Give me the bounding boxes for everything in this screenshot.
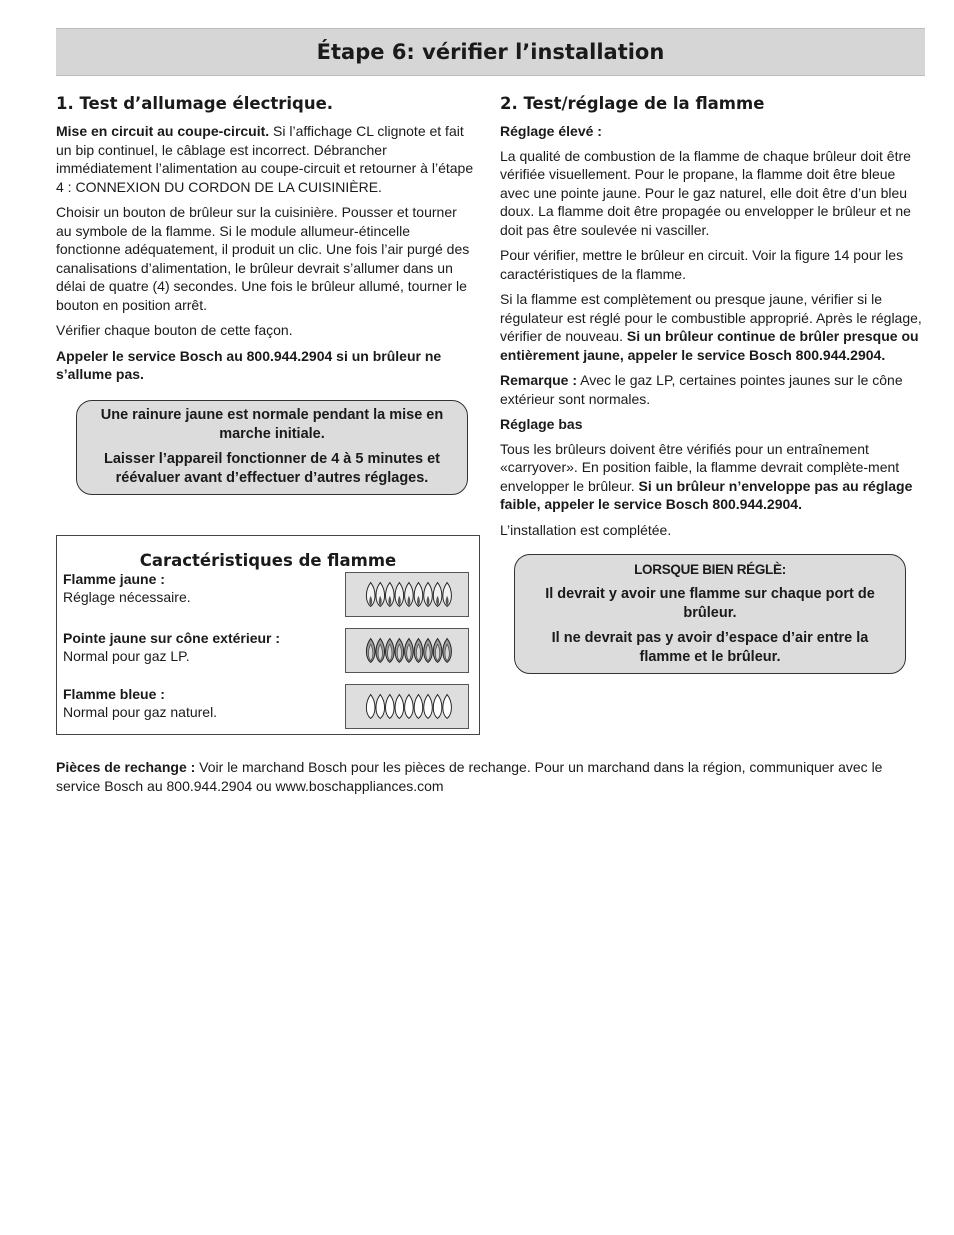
note-box-properly-adjusted <box>514 554 906 674</box>
note-line: Une rainure jaune est normale pendant la mise en marche initiale. <box>100 406 444 442</box>
subheading-high-setting: Réglage élevé : <box>500 123 602 139</box>
page-title: Étape 6: vérifier l’installation <box>316 40 665 64</box>
flame-label: Flamme jaune : <box>63 571 165 587</box>
paragraph-flame-quality: La qualité de combustion de la flamme de chaque brûleur doit être vérifiée visuellement. Pour le propane, la flamme doit être bleue avec une pointe jaune. Pour le gaz naturel, elle doit être d’un bleu doux. La flamme doit être propagée ou envelopper le brûleur et ne doit pas être soulevée ni vasciller. <box>500 147 911 238</box>
paragraph-remark: Remarque : Avec le gaz LP, certaines pointes jaunes sur le cône extérieur sont normales. <box>500 372 903 407</box>
yellow-flame-icon <box>345 572 469 617</box>
flame-row-yellow <box>63 570 191 606</box>
note-line: LORSQUE BIEN RÉGLÈ: <box>634 562 786 577</box>
footer-replacement-parts <box>56 758 926 796</box>
page-title-bar <box>56 28 925 76</box>
flame-shape <box>386 695 395 719</box>
flame-shape <box>414 695 423 719</box>
flame-row-yellow-tip <box>63 629 280 665</box>
flame-shape <box>395 695 404 719</box>
flame-table-title: Caractéristiques de flamme <box>139 551 397 570</box>
section-heading-flame-test: 2. Test/réglage de la flamme <box>500 94 765 113</box>
yellow-tip-flame-icon <box>345 628 469 673</box>
note-line: Il devrait y avoir une flamme sur chaque port de brûleur. <box>545 586 875 621</box>
paragraph-breaker: Mise en circuit au coupe-circuit. Si l’affichage CL clignote et fait un bip continuel, le câblage est incorrect. Débrancher immédiatement l’alimentation au coupe-circuit et retourner à l’étape 4 : CONNEXION DU CORDON DE LA CUISINIÈRE. <box>56 123 474 195</box>
right-column <box>500 94 926 674</box>
left-column <box>56 94 474 495</box>
flame-shape <box>433 695 442 719</box>
note-box-yellow-streak <box>76 400 468 495</box>
paragraph-call-service: Appeler le service Bosch au 800.944.2904 si un brûleur ne s’allume pas. <box>56 347 442 382</box>
paragraph-complete: L’installation est complétée. <box>500 521 672 538</box>
paragraph-check-knobs: Vérifier chaque bouton de cette façon. <box>56 322 293 338</box>
paragraph-ignition: Choisir un bouton de brûleur sur la cuisinière. Pousser et tourner au symbole de la flamme. Si le module allumeur-étincelle fonctionne adéquatement, il produit un clic. Une fois l’air purgé des canalisations d’alimentation, le brûleur devrait s’allumer dans un délai de quatre (4) secondes. Une fois le brûleur allumé, tourner le bouton en position arrêt. <box>56 204 470 313</box>
flame-shape <box>443 695 452 719</box>
paragraph-low-setting: Tous les brûleurs doivent être vérifiés pour un entraînement «carryover». En position faible, la flamme devrait complète-ment envelopper le brûleur. Si un brûleur n’enveloppe pas au réglage faible, appeler le service Bosch 800.944.2904. <box>500 440 913 512</box>
flame-label: Pointe jaune sur cône extérieur : <box>63 630 281 646</box>
flame-shape <box>424 695 433 719</box>
flame-row-blue <box>63 685 217 721</box>
flame-label: Flamme bleue : <box>63 686 165 702</box>
flame-description: Normal pour gaz naturel. <box>63 704 218 720</box>
paragraph-yellow-flame: Si la flamme est complètement ou presque jaune, vérifier si le régulateur est réglé pour le combustible approprié. Après le réglage, vérifier de nouveau. Si un brûleur continue de brûler presque ou entièrement jaune, appeler le service Bosch 800.944.2904. <box>500 291 922 363</box>
note-line: Laisser l’appareil fonctionner de 4 à 5 minutes et réévaluer avant d’effectuer d’autres réglages. <box>103 450 441 486</box>
footer-text: Pièces de rechange : Voir le marchand Bosch pour les pièces de rechange. Pour un marchand dans la région, communiquer avec le service Bosch au 800.944.2904 ou www.boschappliances.com <box>56 759 883 794</box>
paragraph-verify: Pour vérifier, mettre le brûleur en circuit. Voir la figure 14 pour les caractéristiques de la flamme. <box>500 247 904 282</box>
section-heading-ignition-test: 1. Test d’allumage électrique. <box>56 94 334 113</box>
flame-description: Normal pour gaz LP. <box>63 648 190 664</box>
flame-shape <box>376 695 385 719</box>
flame-shape <box>366 695 375 719</box>
blue-flame-icon <box>345 684 469 729</box>
flame-description: Réglage nécessaire. <box>63 589 191 605</box>
flame-shape <box>405 695 414 719</box>
note-line: Il ne devrait pas y avoir d’espace d’air entre la flamme et le brûleur. <box>551 630 869 665</box>
flame-characteristics-table <box>56 535 480 735</box>
subheading-low-setting: Réglage bas <box>500 416 583 432</box>
